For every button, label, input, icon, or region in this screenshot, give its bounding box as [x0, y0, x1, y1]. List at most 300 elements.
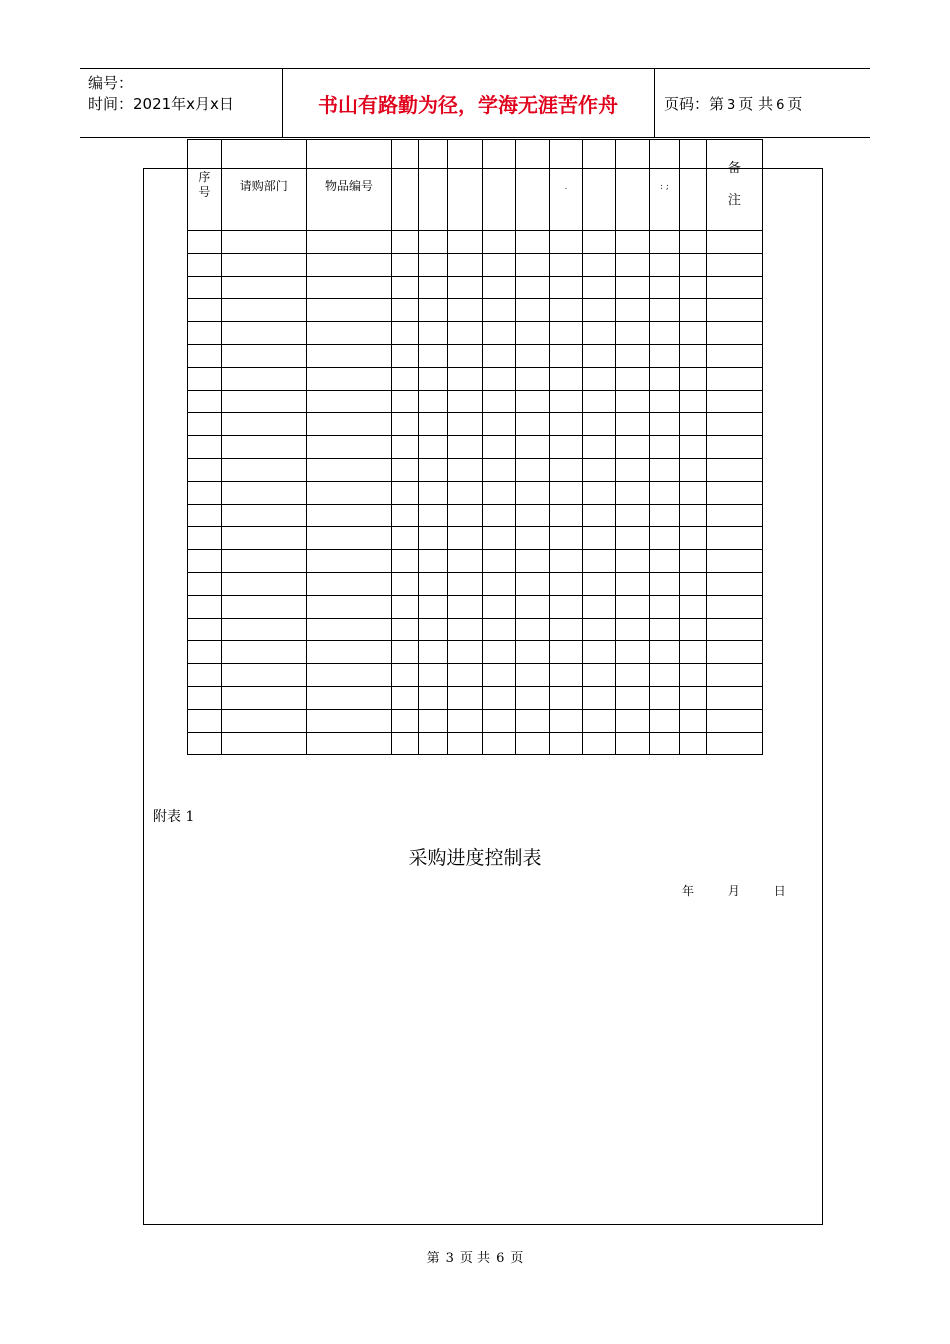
header-blank	[615, 140, 649, 231]
table-cell	[516, 709, 550, 732]
table-cell	[516, 436, 550, 459]
table-cell	[649, 253, 680, 276]
table-cell	[649, 481, 680, 504]
header-dot-2: : ;	[649, 140, 680, 231]
table-cell	[221, 253, 306, 276]
date-month: 月	[727, 884, 740, 898]
table-cell	[392, 253, 418, 276]
table-cell	[706, 436, 762, 459]
table-cell	[306, 344, 392, 367]
table-cell	[706, 709, 762, 732]
header-dept: 请购部门	[221, 140, 306, 231]
footer-current: 3	[445, 1251, 454, 1266]
table-cell	[392, 299, 418, 322]
table-cell	[188, 572, 222, 595]
table-cell	[706, 390, 762, 413]
table-cell	[221, 664, 306, 687]
table-cell	[483, 709, 516, 732]
table-cell	[680, 344, 706, 367]
table-cell	[550, 436, 583, 459]
table-cell	[483, 641, 516, 664]
table-cell	[550, 481, 583, 504]
table-cell	[448, 322, 483, 345]
table-cell	[706, 322, 762, 345]
table-cell	[516, 253, 550, 276]
table-cell	[706, 641, 762, 664]
table-cell	[221, 686, 306, 709]
table-cell	[649, 436, 680, 459]
table-cell	[649, 709, 680, 732]
table-cell	[516, 413, 550, 436]
table-row	[188, 709, 763, 732]
table-cell	[188, 686, 222, 709]
table-cell	[516, 504, 550, 527]
table-cell	[306, 686, 392, 709]
table-cell	[680, 231, 706, 254]
table-cell	[221, 390, 306, 413]
table-cell	[392, 550, 418, 573]
table-cell	[418, 458, 448, 481]
table-cell	[706, 276, 762, 299]
table-cell	[516, 231, 550, 254]
table-cell	[306, 413, 392, 436]
table-cell	[483, 732, 516, 755]
table-cell	[392, 641, 418, 664]
table-cell	[306, 550, 392, 573]
table-cell	[582, 253, 615, 276]
table-cell	[615, 686, 649, 709]
table-cell	[221, 641, 306, 664]
table-row	[188, 367, 763, 390]
header-blank	[418, 140, 448, 231]
table-cell	[188, 344, 222, 367]
table-cell	[392, 413, 418, 436]
table-cell	[582, 595, 615, 618]
table-cell	[483, 527, 516, 550]
table-cell	[649, 367, 680, 390]
table-cell	[615, 299, 649, 322]
table-cell	[550, 732, 583, 755]
table-cell	[418, 664, 448, 687]
header-blank	[392, 140, 418, 231]
table-cell	[550, 527, 583, 550]
table-cell	[392, 276, 418, 299]
table-cell	[418, 367, 448, 390]
table-cell	[615, 572, 649, 595]
table-row	[188, 641, 763, 664]
table-cell	[582, 686, 615, 709]
table-cell	[680, 367, 706, 390]
table-cell	[649, 413, 680, 436]
table-cell	[306, 322, 392, 345]
table-cell	[706, 732, 762, 755]
table-cell	[392, 595, 418, 618]
table-cell	[392, 527, 418, 550]
table-cell	[306, 299, 392, 322]
table-row	[188, 504, 763, 527]
table-cell	[188, 504, 222, 527]
table-cell	[448, 664, 483, 687]
table-cell	[516, 299, 550, 322]
table-cell	[649, 390, 680, 413]
table-cell	[615, 436, 649, 459]
table-cell	[680, 276, 706, 299]
table-cell	[448, 572, 483, 595]
table-cell	[448, 481, 483, 504]
table-cell	[483, 390, 516, 413]
table-cell	[448, 709, 483, 732]
table-cell	[188, 481, 222, 504]
page-label: 页码：第	[664, 95, 725, 113]
table-cell	[680, 550, 706, 573]
number-label: 编号：	[88, 74, 134, 92]
table-cell	[306, 390, 392, 413]
table-row	[188, 299, 763, 322]
table-cell	[188, 231, 222, 254]
table-cell	[306, 367, 392, 390]
header-blank	[448, 140, 483, 231]
table-cell	[221, 367, 306, 390]
table-cell	[649, 686, 680, 709]
table-cell	[188, 413, 222, 436]
table-cell	[706, 253, 762, 276]
table-cell	[448, 413, 483, 436]
table-cell	[649, 322, 680, 345]
table-cell	[550, 641, 583, 664]
table-cell	[582, 322, 615, 345]
table-cell	[448, 686, 483, 709]
table-cell	[306, 436, 392, 459]
table-row	[188, 664, 763, 687]
table-cell	[188, 618, 222, 641]
table-cell	[680, 436, 706, 459]
date-row	[682, 882, 816, 899]
table-cell	[392, 686, 418, 709]
table-cell	[550, 550, 583, 573]
table-cell	[649, 732, 680, 755]
header-blank	[516, 140, 550, 231]
table-cell	[483, 299, 516, 322]
table-cell	[680, 481, 706, 504]
header-seq: 序号	[188, 140, 222, 231]
table-cell	[392, 367, 418, 390]
table-cell	[680, 641, 706, 664]
footer-mid: 页 共	[459, 1251, 491, 1266]
table-cell	[188, 527, 222, 550]
table-cell	[448, 641, 483, 664]
table-cell	[392, 344, 418, 367]
table-cell	[582, 276, 615, 299]
table-cell	[680, 686, 706, 709]
table-cell	[680, 572, 706, 595]
table-cell	[582, 550, 615, 573]
table-cell	[680, 664, 706, 687]
table-cell	[418, 527, 448, 550]
table-cell	[615, 367, 649, 390]
header-blank	[483, 140, 516, 231]
table-cell	[516, 276, 550, 299]
table-cell	[550, 253, 583, 276]
table-row	[188, 390, 763, 413]
table-row	[188, 732, 763, 755]
table-cell	[483, 276, 516, 299]
table-cell	[448, 527, 483, 550]
table-cell	[582, 709, 615, 732]
table-cell	[516, 481, 550, 504]
table-cell	[615, 504, 649, 527]
table-cell	[680, 527, 706, 550]
table-cell	[448, 732, 483, 755]
table-cell	[615, 276, 649, 299]
table-cell	[649, 299, 680, 322]
table-row	[188, 595, 763, 618]
table-cell	[706, 367, 762, 390]
table-cell	[221, 732, 306, 755]
table-cell	[306, 504, 392, 527]
page-footer	[0, 1247, 950, 1266]
header-divider	[654, 69, 655, 137]
table-cell	[516, 367, 550, 390]
table-row	[188, 322, 763, 345]
table-cell	[516, 595, 550, 618]
table-cell	[615, 322, 649, 345]
header-blank	[680, 140, 706, 231]
table-cell	[706, 344, 762, 367]
table-cell	[188, 641, 222, 664]
table-cell	[550, 709, 583, 732]
table-cell	[550, 299, 583, 322]
table-row	[188, 527, 763, 550]
table-cell	[649, 344, 680, 367]
table-cell	[188, 458, 222, 481]
table-cell	[649, 527, 680, 550]
table-cell	[483, 686, 516, 709]
table-cell	[706, 595, 762, 618]
table-cell	[392, 322, 418, 345]
table-cell	[615, 709, 649, 732]
table-cell	[448, 253, 483, 276]
table-cell	[550, 413, 583, 436]
table-cell	[582, 641, 615, 664]
header-item: 物品编号	[306, 140, 392, 231]
table-cell	[615, 390, 649, 413]
table-row	[188, 572, 763, 595]
header-note: 备 注	[706, 140, 762, 231]
table-row	[188, 618, 763, 641]
table-cell	[582, 458, 615, 481]
table-row	[188, 458, 763, 481]
table-cell	[418, 390, 448, 413]
table-cell	[582, 618, 615, 641]
header-page-info	[664, 93, 802, 114]
table-cell	[649, 458, 680, 481]
table-cell	[188, 322, 222, 345]
table-cell	[550, 664, 583, 687]
table-cell	[221, 618, 306, 641]
table-cell	[448, 550, 483, 573]
table-cell	[680, 299, 706, 322]
table-cell	[483, 550, 516, 573]
table-cell	[706, 618, 762, 641]
table-cell	[615, 231, 649, 254]
table-cell	[188, 299, 222, 322]
table-cell	[418, 504, 448, 527]
date-day: 日	[773, 884, 786, 898]
table-cell	[706, 413, 762, 436]
header-motto: 书山有路勤为径，学海无涯苦作舟	[318, 93, 618, 117]
table-row	[188, 413, 763, 436]
table-cell	[221, 413, 306, 436]
table-cell	[392, 231, 418, 254]
table-cell	[483, 367, 516, 390]
table-cell	[188, 390, 222, 413]
table-cell	[680, 504, 706, 527]
table-cell	[649, 641, 680, 664]
table-cell	[448, 595, 483, 618]
table-cell	[706, 572, 762, 595]
table-cell	[680, 732, 706, 755]
table-cell	[516, 641, 550, 664]
table-cell	[680, 413, 706, 436]
table-cell	[483, 504, 516, 527]
table-row	[188, 344, 763, 367]
table-cell	[418, 231, 448, 254]
table-cell	[392, 732, 418, 755]
table-cell	[306, 253, 392, 276]
table-cell	[418, 322, 448, 345]
table-cell	[550, 595, 583, 618]
table-cell	[418, 709, 448, 732]
table-cell	[550, 458, 583, 481]
table-cell	[306, 231, 392, 254]
table-cell	[516, 686, 550, 709]
table-cell	[221, 504, 306, 527]
table-cell	[483, 436, 516, 459]
table-cell	[680, 618, 706, 641]
table-cell	[188, 709, 222, 732]
table-row	[188, 276, 763, 299]
table-cell	[188, 436, 222, 459]
table-cell	[448, 458, 483, 481]
table-cell	[221, 550, 306, 573]
table-cell	[615, 253, 649, 276]
table-cell	[516, 527, 550, 550]
table-cell	[706, 299, 762, 322]
table-cell	[582, 572, 615, 595]
table-cell	[448, 299, 483, 322]
table-cell	[221, 458, 306, 481]
table-cell	[483, 413, 516, 436]
table-cell	[418, 299, 448, 322]
table-cell	[615, 732, 649, 755]
table-cell	[188, 367, 222, 390]
table-cell	[582, 527, 615, 550]
table-cell	[448, 367, 483, 390]
table-cell	[615, 344, 649, 367]
page-header	[80, 68, 870, 138]
table-cell	[418, 572, 448, 595]
table-cell	[483, 618, 516, 641]
footer-total: 6	[496, 1251, 505, 1266]
table-cell	[306, 276, 392, 299]
table-cell	[649, 618, 680, 641]
table-cell	[448, 436, 483, 459]
table-cell	[448, 618, 483, 641]
table-cell	[550, 367, 583, 390]
table-cell	[516, 322, 550, 345]
table-cell	[483, 481, 516, 504]
table-cell	[582, 413, 615, 436]
table-cell	[392, 709, 418, 732]
footer-suffix: 页	[510, 1251, 524, 1266]
table-cell	[550, 686, 583, 709]
table-cell	[615, 618, 649, 641]
table-cell	[448, 344, 483, 367]
footer-prefix: 第	[426, 1251, 440, 1266]
table-cell	[418, 436, 448, 459]
table-cell	[306, 595, 392, 618]
table-cell	[306, 458, 392, 481]
table-cell	[306, 641, 392, 664]
table-cell	[649, 664, 680, 687]
table-cell	[418, 253, 448, 276]
table-cell	[582, 367, 615, 390]
table-cell	[448, 504, 483, 527]
table-cell	[483, 344, 516, 367]
purchase-table	[187, 139, 763, 755]
table-cell	[392, 481, 418, 504]
table-cell	[221, 344, 306, 367]
table-cell	[550, 231, 583, 254]
table-cell	[680, 709, 706, 732]
table-cell	[306, 618, 392, 641]
table-cell	[188, 595, 222, 618]
page-mid: 页 共	[738, 95, 774, 113]
table-cell	[221, 572, 306, 595]
table-cell	[418, 276, 448, 299]
table-cell	[306, 527, 392, 550]
table-cell	[706, 481, 762, 504]
page-total: 6	[776, 98, 785, 113]
table-cell	[615, 481, 649, 504]
table-cell	[649, 231, 680, 254]
table-cell	[392, 504, 418, 527]
table-cell	[680, 458, 706, 481]
table-cell	[706, 458, 762, 481]
table-cell	[418, 481, 448, 504]
table-cell	[221, 709, 306, 732]
table-cell	[188, 253, 222, 276]
table-cell	[615, 550, 649, 573]
table-row	[188, 436, 763, 459]
table-cell	[418, 595, 448, 618]
table-cell	[418, 641, 448, 664]
table-cell	[221, 231, 306, 254]
table-cell	[483, 458, 516, 481]
table-cell	[680, 595, 706, 618]
table-cell	[392, 458, 418, 481]
table-cell	[418, 413, 448, 436]
table-cell	[306, 664, 392, 687]
table-cell	[483, 253, 516, 276]
table-row	[188, 231, 763, 254]
table-cell	[188, 550, 222, 573]
table-cell	[188, 276, 222, 299]
table-cell	[582, 732, 615, 755]
table-row	[188, 481, 763, 504]
table-cell	[221, 527, 306, 550]
page-end: 页	[787, 95, 803, 113]
